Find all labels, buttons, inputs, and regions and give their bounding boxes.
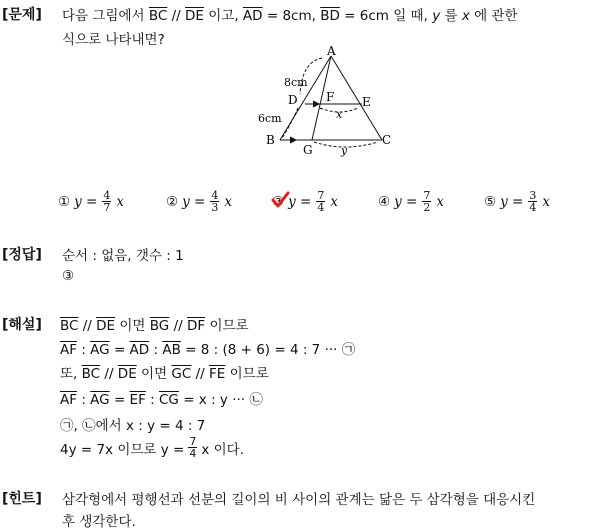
parallel-sign: // [104, 366, 114, 382]
label-6cm: 6cm [258, 112, 282, 125]
numerator: 7 [189, 435, 197, 448]
colon: : [81, 392, 86, 408]
seg-de: $\overline{DE}$ [117, 366, 137, 382]
numerator: 3 [529, 189, 537, 202]
seg-ef: $\overline{EF}$ [129, 392, 146, 408]
choice-1-fraction [102, 190, 111, 213]
choice-4-lhs: y = [394, 193, 418, 210]
colon: : [150, 392, 155, 408]
choice-4-fraction [422, 190, 431, 213]
segment-ad: $\overline{AD}$ [242, 8, 263, 24]
seg-bc: $\overline{BC}$ [81, 366, 101, 382]
seg-gc: $\overline{GC}$ [171, 366, 192, 382]
denominator: 4 [529, 201, 537, 214]
choice-3-var: x [330, 193, 338, 210]
triangle-figure [250, 44, 400, 159]
var-y: y [432, 8, 441, 24]
seg-ag: $\overline{AG}$ [90, 342, 110, 358]
seg-cg: $\overline{CG}$ [159, 392, 179, 408]
choice-3-fraction [316, 190, 325, 213]
choice-3-number: ③ [272, 193, 285, 210]
solution-label: [해설] [2, 317, 42, 333]
problem-text-4: 에 관한 [474, 8, 518, 24]
solution-line-3 [60, 362, 269, 382]
text: = x : y ··· ㉡ [183, 392, 263, 408]
choice-1[interactable] [58, 190, 124, 213]
choice-5-number: ⑤ [484, 193, 497, 210]
segment-de: $\overline{DE}$ [185, 8, 204, 24]
label-g: G [303, 143, 313, 157]
segment-bd: $\overline{BD}$ [320, 8, 340, 24]
problem-text-3: 를 [444, 8, 458, 24]
choice-4-var: x [436, 193, 444, 210]
choice-5[interactable] [484, 190, 550, 213]
choice-2[interactable] [166, 190, 232, 213]
segment-bc: $\overline{BC}$ [148, 8, 168, 24]
seg-de: $\overline{DE}$ [96, 318, 116, 334]
answer-line-1: 순서 : 없음, 갯수 : 1 [62, 248, 184, 264]
var-x: x [461, 8, 470, 24]
equals: = [113, 392, 126, 408]
label-seg-y: y [341, 144, 348, 157]
label-c: C [382, 133, 392, 147]
choice-4[interactable] [378, 190, 444, 213]
choice-3[interactable] [272, 190, 338, 213]
hint-label: [힌트] [2, 491, 42, 507]
colon: : [81, 342, 86, 358]
choice-1-lhs: y = [74, 193, 98, 210]
seg-af: $\overline{AF}$ [60, 392, 78, 408]
label-f: F [326, 90, 335, 104]
choice-5-lhs: y = [500, 193, 524, 210]
denominator: 7 [103, 201, 111, 214]
solution-line-5: ㉠, ㉡에서 x : y = 4 : 7 [60, 418, 206, 434]
numerator: 7 [423, 189, 431, 202]
text: 또, [60, 366, 78, 382]
ad-value: = 8cm, [266, 8, 316, 24]
label-8cm: 8cm [284, 76, 308, 89]
choice-2-lhs: y = [182, 193, 206, 210]
choice-1-number: ① [58, 193, 71, 210]
choices-row [58, 190, 578, 226]
bd-value: = 6cm 일 때, [344, 8, 428, 24]
equals: = [113, 342, 126, 358]
fraction [188, 436, 197, 459]
denominator: 4 [189, 447, 197, 460]
choice-5-var: x [542, 193, 550, 210]
seg-ad: $\overline{AD}$ [129, 342, 150, 358]
checkmark-icon [270, 190, 290, 210]
choice-5-fraction [528, 190, 537, 213]
label-d: D [288, 93, 298, 107]
text: 이면 [119, 318, 146, 334]
choice-3-lhs: y = [288, 193, 312, 210]
seg-fe: $\overline{FE}$ [209, 366, 226, 382]
problem-text-2: 이고, [208, 8, 239, 24]
side-ac [331, 56, 382, 140]
denominator: 3 [211, 201, 219, 214]
parallel-sign: // [195, 366, 205, 382]
choice-2-number: ② [166, 193, 179, 210]
hint-line-1: 삼각형에서 평행선과 선분의 길이의 비 사이의 관계는 닮은 두 삼각형을 대응시킨 [62, 492, 536, 508]
denominator: 2 [423, 201, 431, 214]
seg-af: $\overline{AF}$ [60, 342, 78, 358]
colon: : [153, 342, 159, 358]
solution-line-1 [60, 314, 249, 334]
parallel-sign: // [82, 318, 92, 334]
text: x 이다. [201, 441, 245, 458]
seg-bc: $\overline{BC}$ [60, 318, 79, 334]
numerator: 4 [211, 189, 219, 202]
seg-df: $\overline{DF}$ [186, 318, 206, 334]
choice-2-fraction [210, 190, 219, 213]
parallel-sign: // [173, 318, 183, 334]
arrow-head-df [313, 101, 319, 107]
answer-line-2: ③ [62, 268, 75, 284]
choice-4-number: ④ [378, 193, 391, 210]
problem-text-1: 다음 그림에서 [62, 8, 145, 24]
problem-label: [문제] [2, 7, 42, 23]
seg-ag: $\overline{AG}$ [90, 392, 110, 408]
text: = 8 : (8 + 6) = 4 : 7 ··· ㉠ [185, 342, 356, 358]
problem-line-1 [62, 4, 518, 24]
choice-2-var: x [224, 193, 232, 210]
problem-line-2: 식으로 나타내면? [62, 32, 165, 48]
solution-line-4 [60, 388, 263, 408]
seg-ab: $\overline{AB}$ [162, 342, 181, 358]
text: 이면 [141, 366, 168, 382]
text: 이므로 [229, 366, 269, 382]
solution-line-6 [60, 436, 244, 459]
parallel-sign: // [171, 8, 181, 24]
seg-bg: $\overline{BG}$ [149, 318, 170, 334]
text: 이므로 [209, 318, 249, 334]
solution-line-2 [60, 338, 355, 358]
label-a: A [327, 44, 336, 58]
label-seg-x: x [336, 108, 343, 121]
choice-1-var: x [116, 193, 124, 210]
arrow-head-bg [290, 137, 296, 143]
label-b: B [266, 133, 275, 147]
choice-3-number-wrap [272, 194, 284, 210]
answer-label: [정답] [2, 247, 42, 263]
text: 4y = 7x 이므로 y = [60, 441, 185, 458]
numerator: 7 [317, 189, 325, 202]
denominator: 4 [317, 201, 325, 214]
label-e: E [362, 95, 371, 109]
numerator: 4 [103, 189, 111, 202]
hint-line-2: 후 생각한다. [62, 514, 136, 530]
